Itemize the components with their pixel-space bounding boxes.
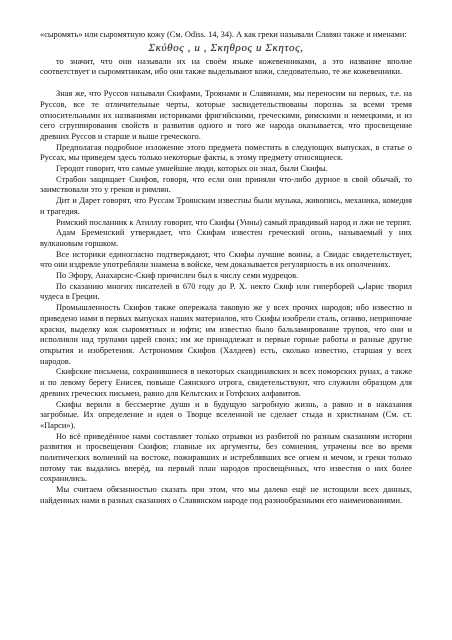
paragraph: Но всё приведённое нами составляет только отрывки из разбитой по разным сказаниям истории развития и просвещения Скифов; главные их аргументы, без сомнения, утрачены все во время политических волнений на востоке, пожиравших и истреблявших все огнем и мечом, и греки только потому так выдались вперёд, на первый план народов просвещённых, что известия о них более сохранились. <box>40 431 412 484</box>
paragraph: Промышленность Скифов также опережала таковую же у всех прочих народов; ибо известно и приведено нами в первых выпусках наших материалов, что Скифы изобрели сталь, огниво, неприпочне краски, выделку кож сыромятных и юфти; им известно было бальзамирование трупов, что они и исполняли над трупами царей своих; им же принадлежат и первые горные работы и разные другие открытия и изобретения. Астрономия Скифов (Халдеев) есть, сколько известно, старшая у всех народов. <box>40 303 412 366</box>
paragraph: «сыромять» или сыромятную кожу (См. Odiss. 14, 34). А как греки называли Славян также и именами: <box>40 30 407 39</box>
paragraph: Мы считаем обязанностью сказать при этом, что мы далеко ещё не истощили всех данных, найденных нами в разных сказаниях о Славянском народе под разнообразными его наименованиями. <box>40 485 412 505</box>
paragraph: Предполагая подробное изложение этого предмета поместить в следующих выпусках, в статье о Руссах, мы приведем здесь только некоторые факты, к этому предмету относящиеся. <box>40 142 412 163</box>
paragraph: Скифские письмена, сохранившиеся в некоторых скандинавских и всех поморских рунах, а также и по левому берегу Енисея, повыше Саянского отрога, свидетельствуют, что служили образцом для древних греческих письмен, равно для Кельтских и Готфских алфавитов. <box>40 367 412 398</box>
paragraph: то значит, что они называли их на своём языке кожевенниками, а это название вполне соответствует и сыромятникам, ибо они также выделывают кожи, следовательно, те же кожевенники. <box>40 56 412 77</box>
paragraph: Геродот говорит, что самые умнейшие люди, которых он знал, были Скифы. <box>56 164 328 174</box>
greek-words: Σκύθος , и , Σκηθρος и Σκητος, <box>148 41 304 54</box>
paragraph: Страбон защищает Скифов, говоря, что если они приняли что-либо дурное в свой обычай, то заимствовали это у греков и римлян. <box>40 174 412 195</box>
paragraph: По сказанию многих писателей в 670 году до Р. Х. некто Скиф или гиперборей ابарис творил чудеса в Греции. <box>40 281 412 302</box>
paragraph: Все историки единогласно подтверждают, что Скифы лучшие воины, а Свидас свидетельствует, что они издревле употребляли знамена в войске, чем доказывается регулярность в их ополчениях. <box>40 249 412 270</box>
paragraph: Зная же, что Руссов называли Скифами, Троянами и Славянами, мы переносим на первых, т.е. на Руссов, все те отличительные черты, которые засвидетельствованы порознь за всеми тремя относительными их названиями историками фригийскими, греческими, римскими и немецкими, и из сего сгруппирования свойств и развития одного и того же народа оказывается, что просвещение древних Руссов и старше и выше греческого. <box>40 89 412 141</box>
paragraph: Скифы верили в бессмертие души и в будущую загробную жизнь, а равно и в наказания загробные. Их определение и идея о Творце вселенной не сделает стыда и христианам (См. ст. «Парси»). <box>40 399 412 430</box>
paragraph: Адам Бременский утверждает, что Скифам известен греческий огонь, называемый у них вулкановым горшком. <box>40 228 412 248</box>
paragraph: Дит и Дарет говорят, что Руссам Троянским известны были музыка, живопись, механика, комедия и трагедия. <box>40 196 412 216</box>
paragraph-gap <box>40 78 412 89</box>
paragraph: По Эфору, Анахарсис-Скиф причислен был к числу семи мудрецов. <box>56 271 299 281</box>
paragraph: Римский посланник к Атиллу говорит, что Скифы (Унны) самый правдивый народ и лжи не терпят. <box>56 217 412 227</box>
